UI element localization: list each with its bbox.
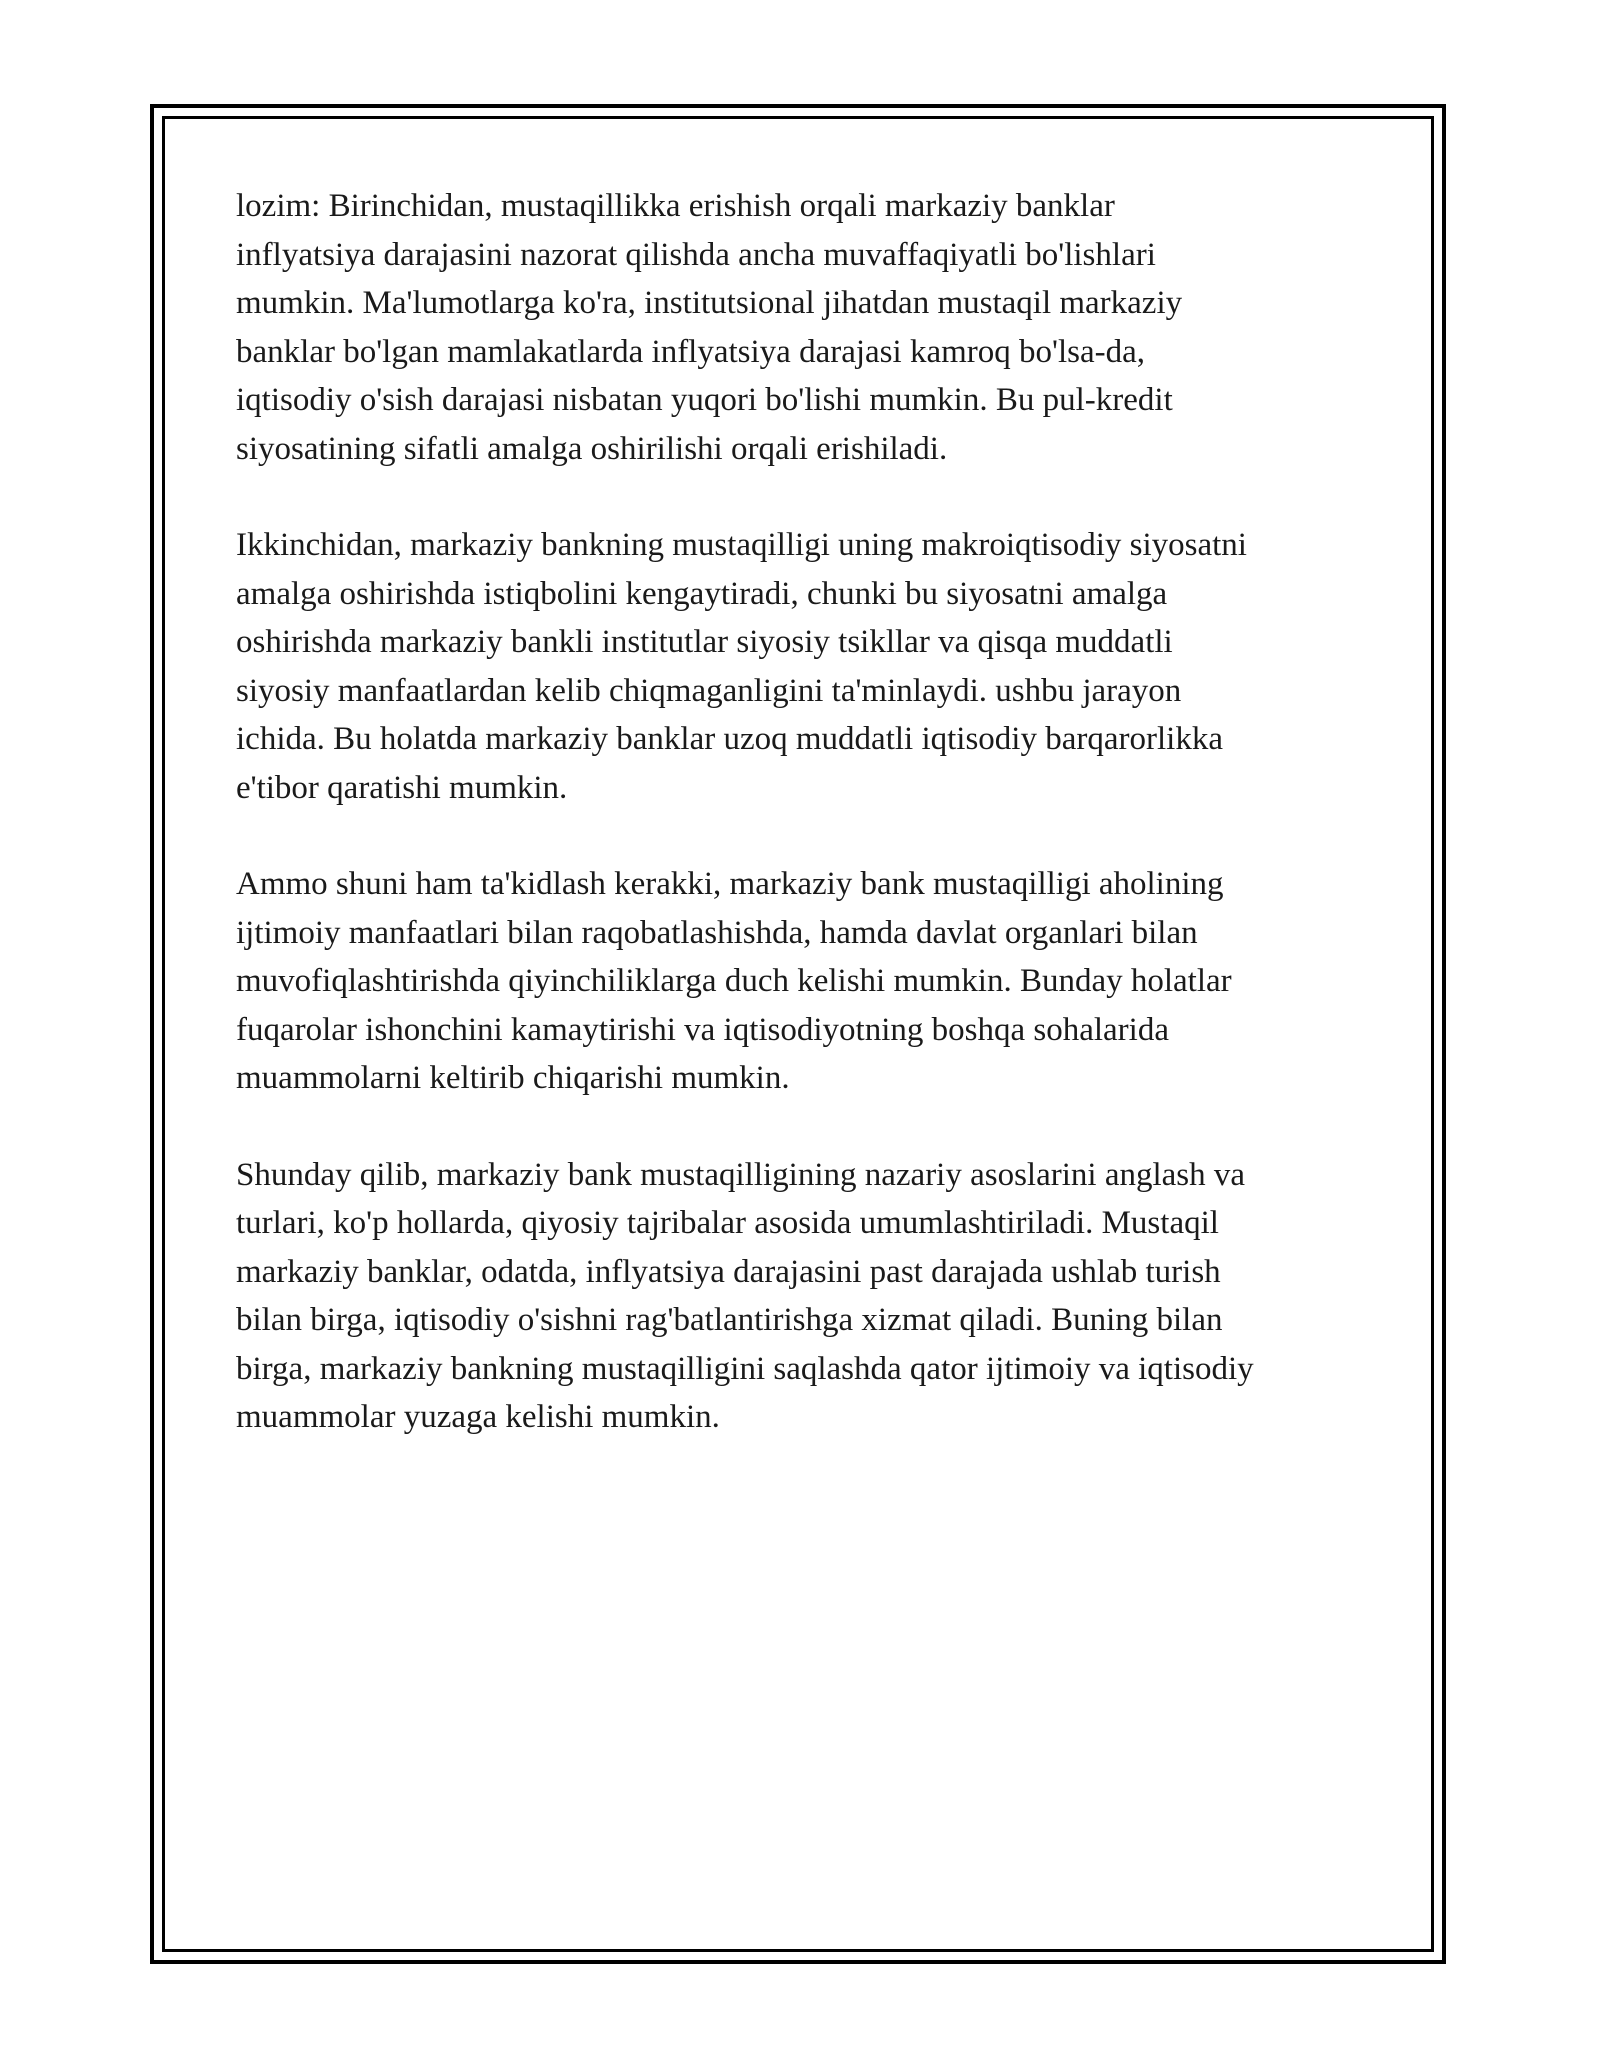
text-line: amalga oshirishda istiqbolini kengaytiradi, chunki bu siyosatni amalga [236,575,1168,612]
paragraph-3 [236,860,1386,1103]
text-line: markaziy banklar, odatda, inflyatsiya darajasini past darajada ushlab turish [236,1253,1221,1290]
paragraph-1 [236,182,1386,473]
text-line: turlari, ko'p hollarda, qiyosiy tajribalar asosida umumlashtiriladi. Mustaqil [236,1205,1219,1241]
text-line: siyosatining sifatli amalga oshirilishi orqali erishiladi. [236,430,948,467]
text-line: bilan birga, iqtisodiy o'sishni rag'batlantirishga xizmat qiladi. Buning bilan [236,1302,1223,1338]
text-line: ichida. Bu holatda markaziy banklar uzoq muddatli iqtisodiy barqarorlikka [236,721,1223,757]
paragraph-2 [236,521,1386,812]
text-line: mumkin. Ma'lumotlarga ko'ra, institutsional jihatdan mustaqil markaziy [236,285,1183,321]
text-line: birga, markaziy bankning mustaqilligini saqlashda qator ijtimoiy va iqtisodiy [236,1350,1254,1387]
text-line: siyosiy manfaatlardan kelib chiqmaganligini ta'minlaydi. ushbu jarayon [236,672,1182,709]
text-line: oshirishda markaziy bankli institutlar siyosiy tsikllar va qisqa muddatli [236,624,1173,660]
text-line: muammolar yuzaga kelishi mumkin. [236,1399,720,1435]
text-line: inflyatsiya darajasini nazorat qilishda ancha muvaffaqiyatli bo'lishlari [236,236,1156,273]
text-line: Ammo shuni ham ta'kidlash kerakki, markaziy bank mustaqilligi aholining [236,866,1224,902]
text-line: lozim: Birinchidan, mustaqillikka erishish orqali markaziy banklar [236,188,1115,224]
text-line: iqtisodiy o'sish darajasi nisbatan yuqori bo'lishi mumkin. Bu pul-kredit [236,382,1173,418]
text-line: fuqarolar ishonchini kamaytirishi va iqtisodiyotning boshqa sohalarida [236,1011,1169,1048]
text-line: muvofiqlashtirishda qiyinchiliklarga duch kelishi mumkin. Bunday holatlar [236,963,1232,999]
text-line: muammolarni keltirib chiqarishi mumkin. [236,1060,790,1096]
paragraph-4 [236,1151,1386,1442]
text-line: Shunday qilib, markaziy bank mustaqilligining nazariy asoslarini anglash va [236,1156,1246,1193]
text-line: ijtimoiy manfaatlari bilan raqobatlashishda, hamda davlat organlari bilan [236,914,1198,951]
text-line: banklar bo'lgan mamlakatlarda inflyatsiya darajasi kamroq bo'lsa-da, [236,333,1145,370]
document-body [236,182,1386,1490]
text-line: e'tibor qaratishi mumkin. [236,769,568,806]
text-line: Ikkinchidan, markaziy bankning mustaqilligi uning makroiqtisodiy siyosatni [236,527,1247,563]
